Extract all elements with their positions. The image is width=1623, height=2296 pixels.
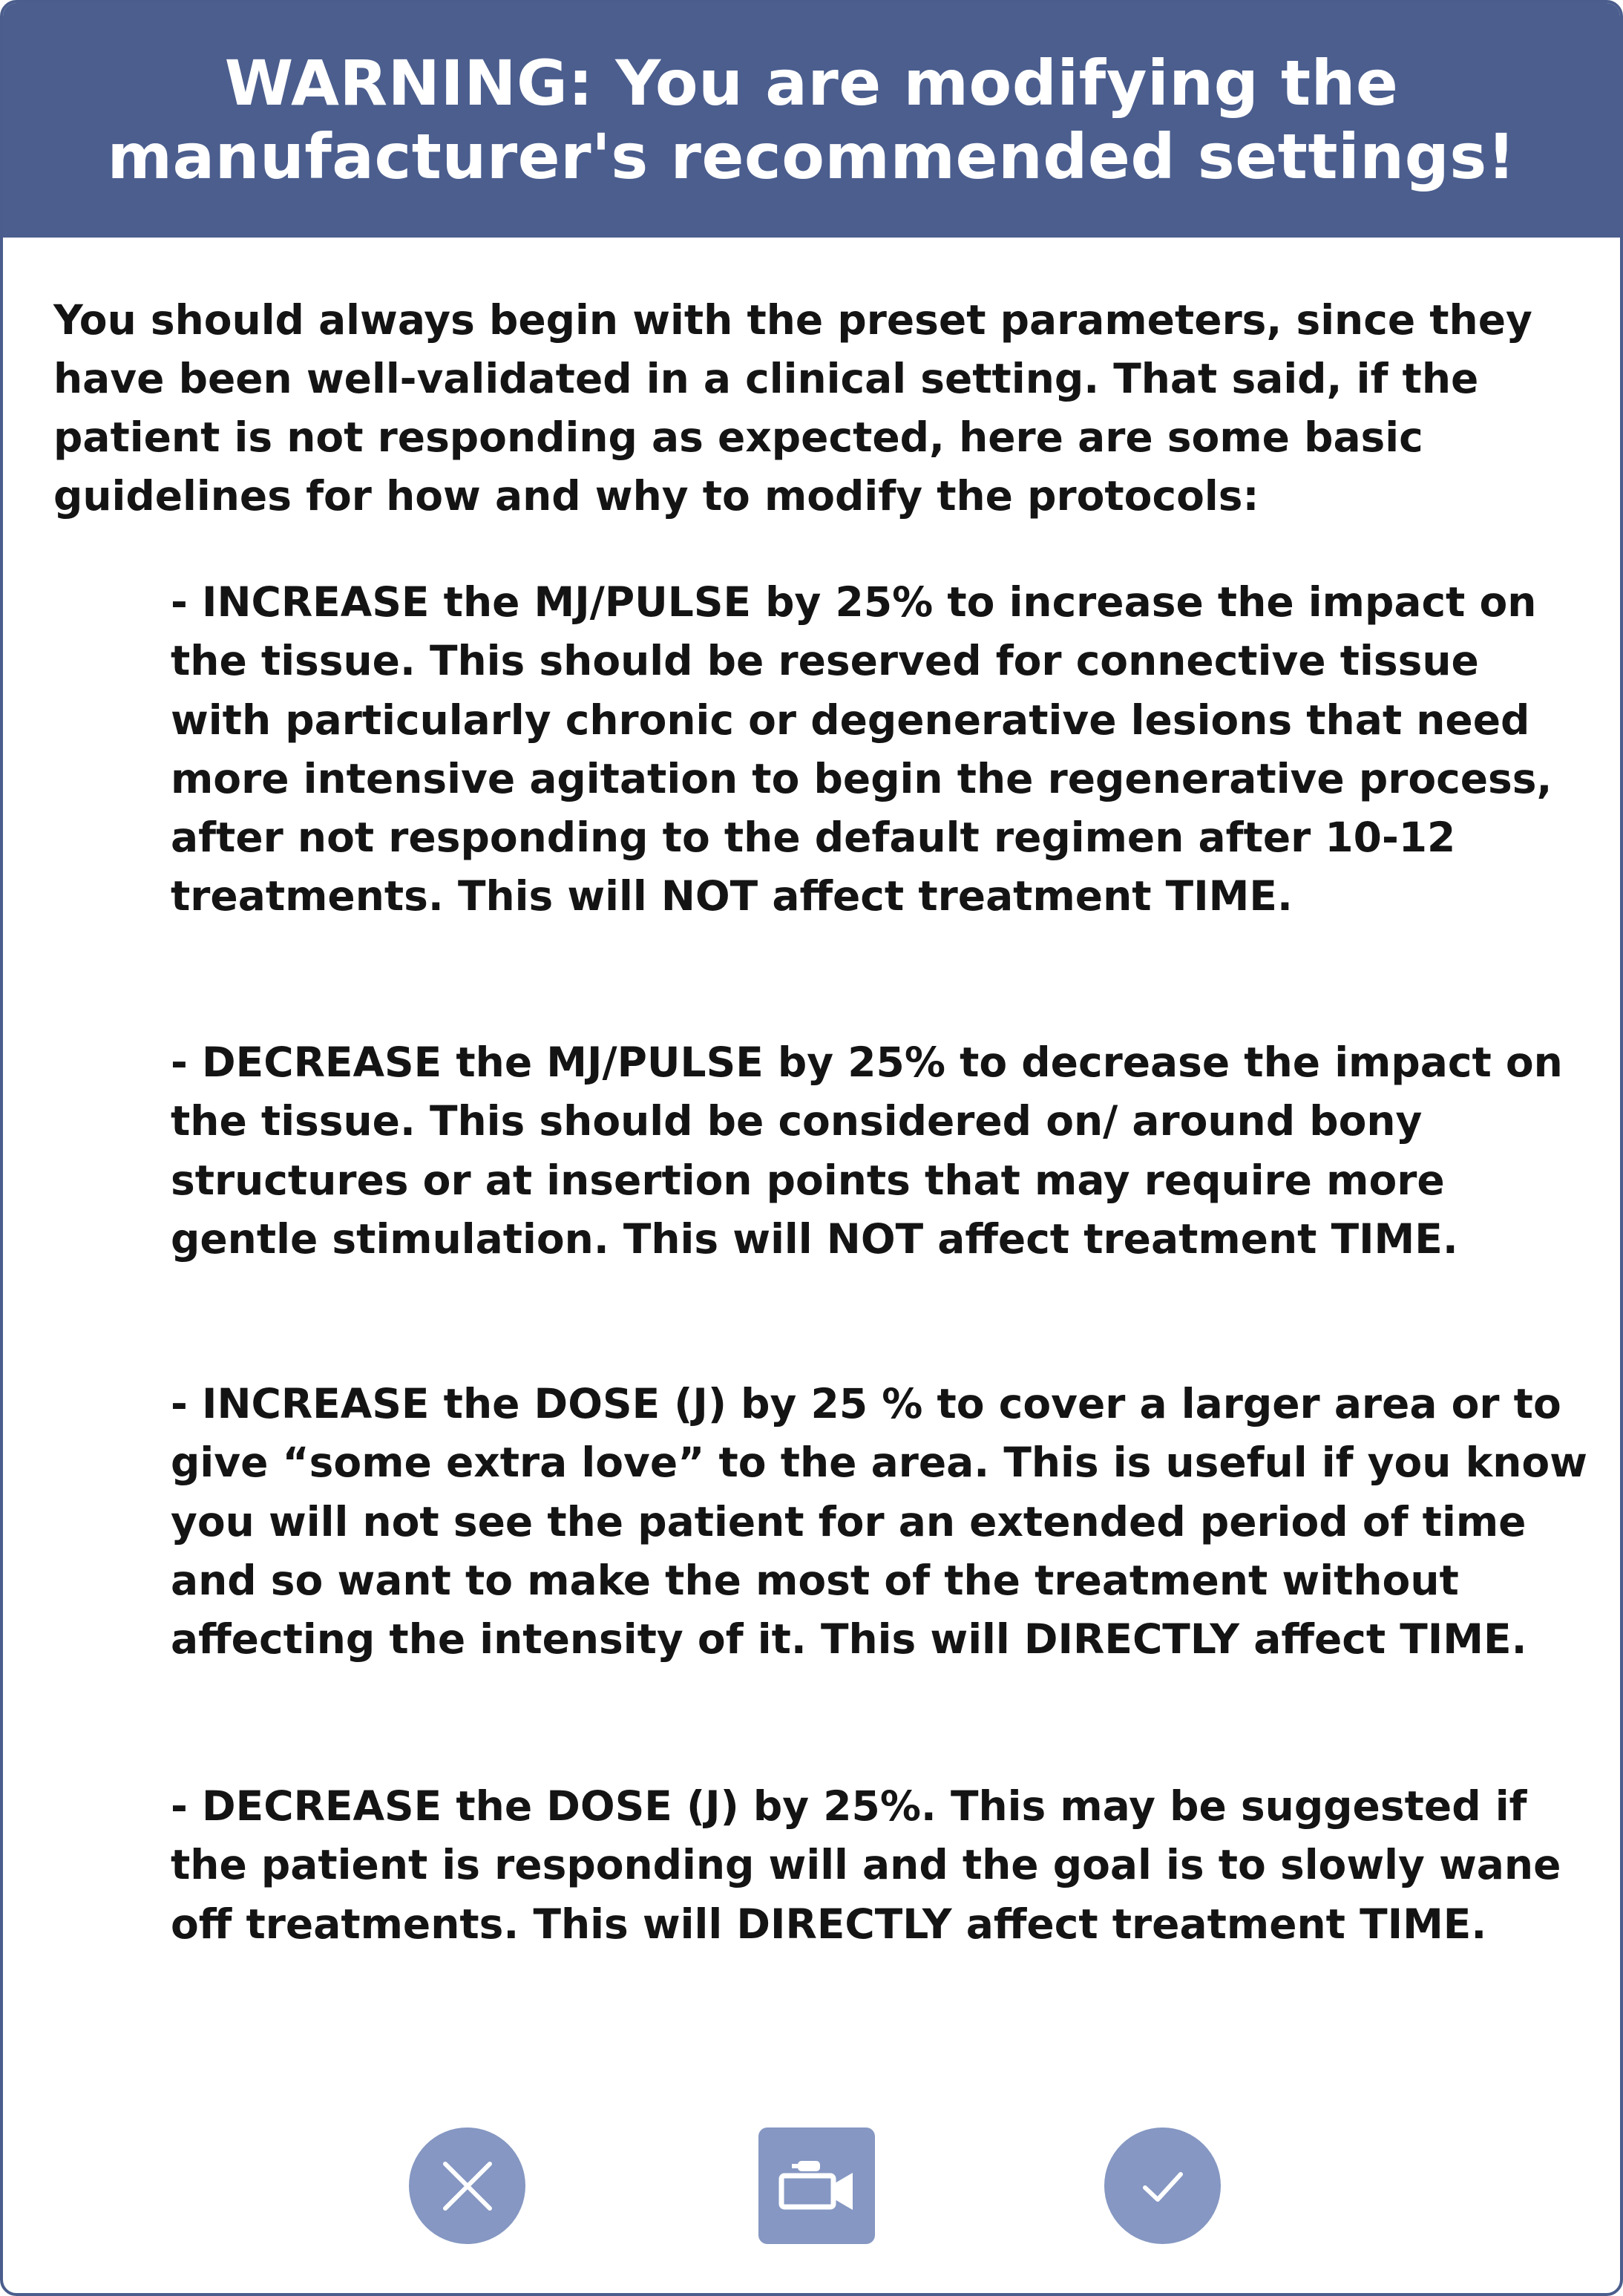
dialog-title: WARNING: You are modifying the manufacturer's recommended settings!: [107, 46, 1516, 193]
dialog-header: [3, 3, 1620, 238]
checkmark-icon: [1133, 2156, 1193, 2216]
guideline-increase-dose: - INCREASE the DOSE (J) by 25 % to cover a larger area or to give “some extra love” to the area. This is useful if you know you will not see the patient for an extended period of time and so want to make the most of the treatment without affecting the intensity of it. This will DIRECTLY affect TIME.: [171, 1380, 1587, 1664]
guideline-decrease-mj-pulse: - DECREASE the MJ/PULSE by 25% to decrease the impact on the tissue. This should be considered on/ around bony structures or at insertion points that may require more gentle stimulation. This will NOT affect treatment TIME.: [171, 1039, 1563, 1263]
intro-text: You should always begin with the preset parameters, since they have been well-validated in a clinical setting. That said, if the patient is not responding as expected, here are some basic guidelines for how and why to modify the protocols:: [53, 296, 1532, 520]
cancel-button[interactable]: [409, 2127, 525, 2244]
guideline-increase-mj-pulse: - INCREASE the MJ/PULSE by 25% to increase the impact on the tissue. This should be reserved for connective tissue with particularly chronic or degenerative lesions that need more intensive agitation to begin the regenerative process, after not responding to the default regimen after 10-12 treatments. This will NOT affect treatment TIME.: [171, 578, 1552, 920]
guideline-decrease-dose: - DECREASE the DOSE (J) by 25%. This may be suggested if the patient is responding will and the goal is to slowly wane off treatments. This will DIRECTLY affect treatment TIME.: [171, 1782, 1561, 1948]
video-button[interactable]: [758, 2127, 875, 2244]
video-camera-icon: [776, 2156, 859, 2216]
dialog-actions: [3, 2127, 1620, 2246]
confirm-button[interactable]: [1104, 2127, 1221, 2244]
close-icon: [438, 2156, 497, 2216]
